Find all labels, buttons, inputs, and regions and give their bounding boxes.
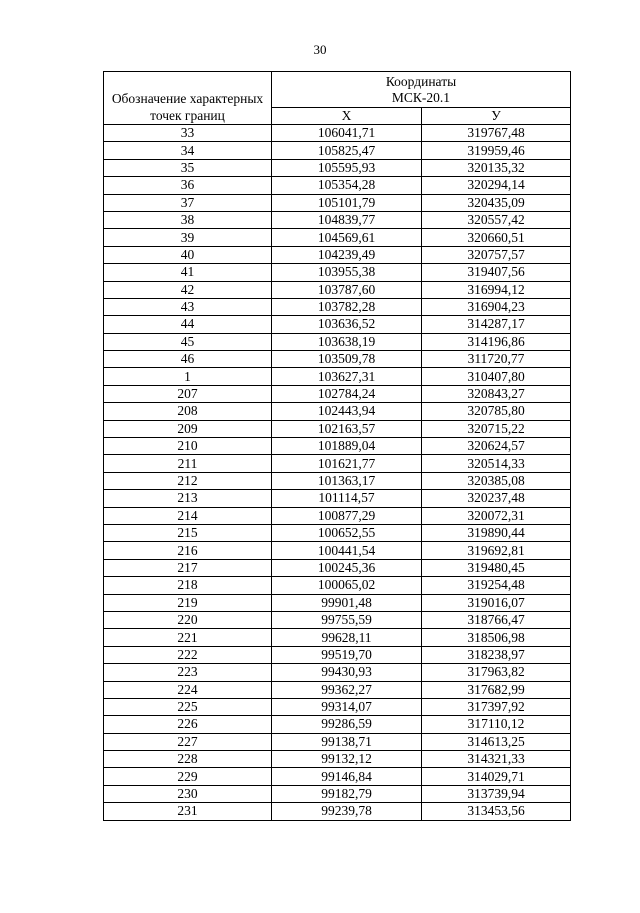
point-number-cell: 213 bbox=[104, 490, 272, 507]
x-coordinate-cell: 100877,29 bbox=[272, 507, 422, 524]
y-coordinate-cell: 320237,48 bbox=[422, 490, 571, 507]
y-coordinate-cell: 320624,57 bbox=[422, 438, 571, 455]
point-number-cell: 41 bbox=[104, 264, 272, 281]
point-number-cell: 38 bbox=[104, 211, 272, 228]
y-coordinate-cell: 320557,42 bbox=[422, 211, 571, 228]
point-number-cell: 227 bbox=[104, 733, 272, 750]
point-number-cell: 214 bbox=[104, 507, 272, 524]
x-coordinate-cell: 99519,70 bbox=[272, 646, 422, 663]
table-row bbox=[104, 177, 571, 194]
table-row bbox=[104, 333, 571, 350]
y-coordinate-cell: 317110,12 bbox=[422, 716, 571, 733]
y-coordinate-cell: 318506,98 bbox=[422, 629, 571, 646]
x-coordinate-cell: 102443,94 bbox=[272, 403, 422, 420]
y-coordinate-cell: 320660,51 bbox=[422, 229, 571, 246]
point-number-cell: 221 bbox=[104, 629, 272, 646]
y-coordinate-cell: 320294,14 bbox=[422, 177, 571, 194]
point-number-cell: 226 bbox=[104, 716, 272, 733]
table-row bbox=[104, 490, 571, 507]
table-row bbox=[104, 594, 571, 611]
x-coordinate-cell: 104239,49 bbox=[272, 246, 422, 263]
x-coordinate-cell: 101363,17 bbox=[272, 472, 422, 489]
y-coordinate-cell: 319254,48 bbox=[422, 577, 571, 594]
y-coordinate-cell: 320514,33 bbox=[422, 455, 571, 472]
point-number-cell: 207 bbox=[104, 385, 272, 402]
y-coordinate-cell: 314321,33 bbox=[422, 751, 571, 768]
point-number-cell: 228 bbox=[104, 751, 272, 768]
table-row bbox=[104, 803, 571, 820]
table-row bbox=[104, 559, 571, 576]
point-number-cell: 230 bbox=[104, 785, 272, 802]
x-coordinate-cell: 99146,84 bbox=[272, 768, 422, 785]
table-row bbox=[104, 524, 571, 541]
x-coordinate-cell: 103627,31 bbox=[272, 368, 422, 385]
point-number-cell: 37 bbox=[104, 194, 272, 211]
point-number-cell: 39 bbox=[104, 229, 272, 246]
table-row bbox=[104, 785, 571, 802]
coordinates-title: Координаты bbox=[385, 73, 457, 89]
y-coordinate-cell: 319016,07 bbox=[422, 594, 571, 611]
x-coordinate-cell: 99755,59 bbox=[272, 611, 422, 628]
point-number-cell: 217 bbox=[104, 559, 272, 576]
x-coordinate-cell: 103638,19 bbox=[272, 333, 422, 350]
point-number-cell: 215 bbox=[104, 524, 272, 541]
table-row bbox=[104, 733, 571, 750]
point-number-cell: 225 bbox=[104, 698, 272, 715]
point-number-cell: 219 bbox=[104, 594, 272, 611]
y-coordinate-cell: 319959,46 bbox=[422, 142, 571, 159]
point-number-cell: 210 bbox=[104, 438, 272, 455]
table-row bbox=[104, 351, 571, 368]
table-row bbox=[104, 698, 571, 715]
x-coordinate-cell: 103955,38 bbox=[272, 264, 422, 281]
y-column-header: У bbox=[422, 108, 571, 125]
x-coordinate-cell: 104839,77 bbox=[272, 211, 422, 228]
table-row bbox=[104, 298, 571, 315]
x-coordinate-cell: 106041,71 bbox=[272, 125, 422, 142]
y-coordinate-cell: 319407,56 bbox=[422, 264, 571, 281]
table-row bbox=[104, 229, 571, 246]
table-row bbox=[104, 142, 571, 159]
y-coordinate-cell: 320072,31 bbox=[422, 507, 571, 524]
table-row bbox=[104, 542, 571, 559]
point-number-cell: 212 bbox=[104, 472, 272, 489]
y-coordinate-cell: 320715,22 bbox=[422, 420, 571, 437]
y-coordinate-cell: 319692,81 bbox=[422, 542, 571, 559]
point-number-cell: 208 bbox=[104, 403, 272, 420]
table-row bbox=[104, 420, 571, 437]
point-number-cell: 223 bbox=[104, 664, 272, 681]
point-number-cell: 35 bbox=[104, 159, 272, 176]
y-coordinate-cell: 313453,56 bbox=[422, 803, 571, 820]
y-coordinate-cell: 320757,57 bbox=[422, 246, 571, 263]
y-coordinate-cell: 316904,23 bbox=[422, 298, 571, 315]
point-number-cell: 36 bbox=[104, 177, 272, 194]
table-row bbox=[104, 385, 571, 402]
coordinates-table bbox=[103, 71, 571, 821]
table-row bbox=[104, 159, 571, 176]
point-number-cell: 222 bbox=[104, 646, 272, 663]
table-row bbox=[104, 438, 571, 455]
x-coordinate-cell: 99239,78 bbox=[272, 803, 422, 820]
x-coordinate-cell: 100441,54 bbox=[272, 542, 422, 559]
x-coordinate-cell: 100245,36 bbox=[272, 559, 422, 576]
point-number-cell: 45 bbox=[104, 333, 272, 350]
table-row bbox=[104, 507, 571, 524]
point-number-cell: 224 bbox=[104, 681, 272, 698]
y-coordinate-cell: 318238,97 bbox=[422, 646, 571, 663]
point-number-cell: 42 bbox=[104, 281, 272, 298]
point-number-cell: 33 bbox=[104, 125, 272, 142]
table-row bbox=[104, 281, 571, 298]
table-body bbox=[104, 125, 571, 821]
table-row bbox=[104, 264, 571, 281]
point-number-cell: 211 bbox=[104, 455, 272, 472]
x-coordinate-cell: 99182,79 bbox=[272, 785, 422, 802]
x-coordinate-cell: 99628,11 bbox=[272, 629, 422, 646]
table-row bbox=[104, 716, 571, 733]
x-coordinate-cell: 103782,28 bbox=[272, 298, 422, 315]
x-coordinate-cell: 104569,61 bbox=[272, 229, 422, 246]
x-column-header: X bbox=[272, 108, 422, 125]
point-number-cell: 46 bbox=[104, 351, 272, 368]
point-number-cell: 220 bbox=[104, 611, 272, 628]
y-coordinate-cell: 313739,94 bbox=[422, 785, 571, 802]
x-coordinate-cell: 103787,60 bbox=[272, 281, 422, 298]
point-number-cell: 218 bbox=[104, 577, 272, 594]
y-coordinate-cell: 316994,12 bbox=[422, 281, 571, 298]
table-row bbox=[104, 751, 571, 768]
y-coordinate-cell: 314029,71 bbox=[422, 768, 571, 785]
y-coordinate-cell: 320385,08 bbox=[422, 472, 571, 489]
table-row bbox=[104, 125, 571, 142]
table-row bbox=[104, 246, 571, 263]
x-coordinate-cell: 105825,47 bbox=[272, 142, 422, 159]
table-row bbox=[104, 646, 571, 663]
y-coordinate-cell: 319890,44 bbox=[422, 524, 571, 541]
x-coordinate-cell: 105354,28 bbox=[272, 177, 422, 194]
y-coordinate-cell: 318766,47 bbox=[422, 611, 571, 628]
x-coordinate-cell: 101114,57 bbox=[272, 490, 422, 507]
point-number-cell: 229 bbox=[104, 768, 272, 785]
x-coordinate-cell: 99430,93 bbox=[272, 664, 422, 681]
x-coordinate-cell: 99901,48 bbox=[272, 594, 422, 611]
x-coordinate-cell: 103509,78 bbox=[272, 351, 422, 368]
table-row bbox=[104, 577, 571, 594]
y-coordinate-cell: 320435,09 bbox=[422, 194, 571, 211]
y-coordinate-cell: 314196,86 bbox=[422, 333, 571, 350]
table-row bbox=[104, 403, 571, 420]
x-coordinate-cell: 100652,55 bbox=[272, 524, 422, 541]
point-number-cell: 44 bbox=[104, 316, 272, 333]
table-row bbox=[104, 664, 571, 681]
x-coordinate-cell: 99138,71 bbox=[272, 733, 422, 750]
x-coordinate-cell: 102163,57 bbox=[272, 420, 422, 437]
y-coordinate-cell: 319767,48 bbox=[422, 125, 571, 142]
point-number-cell: 216 bbox=[104, 542, 272, 559]
y-coordinate-cell: 314613,25 bbox=[422, 733, 571, 750]
coordinate-system: МСК-20.1 bbox=[391, 89, 451, 105]
page-number: 30 bbox=[313, 42, 327, 57]
y-coordinate-cell: 311720,77 bbox=[422, 351, 571, 368]
x-coordinate-cell: 105595,93 bbox=[272, 159, 422, 176]
point-number-cell: 40 bbox=[104, 246, 272, 263]
y-coordinate-cell: 320843,27 bbox=[422, 385, 571, 402]
y-coordinate-cell: 320135,32 bbox=[422, 159, 571, 176]
point-number-cell: 1 bbox=[104, 368, 272, 385]
table-row bbox=[104, 768, 571, 785]
table-row bbox=[104, 629, 571, 646]
x-coordinate-cell: 101889,04 bbox=[272, 438, 422, 455]
table-header bbox=[104, 72, 571, 125]
x-coordinate-cell: 101621,77 bbox=[272, 455, 422, 472]
point-designation-header: Обозначение характерных точек границ bbox=[104, 72, 272, 125]
y-coordinate-cell: 314287,17 bbox=[422, 316, 571, 333]
point-number-cell: 43 bbox=[104, 298, 272, 315]
point-number-cell: 231 bbox=[104, 803, 272, 820]
table-row bbox=[104, 194, 571, 211]
coordinates-header bbox=[272, 72, 571, 108]
table-row bbox=[104, 681, 571, 698]
y-coordinate-cell: 317963,82 bbox=[422, 664, 571, 681]
table-row bbox=[104, 368, 571, 385]
y-coordinate-cell: 319480,45 bbox=[422, 559, 571, 576]
x-coordinate-cell: 105101,79 bbox=[272, 194, 422, 211]
table-row bbox=[104, 611, 571, 628]
x-coordinate-cell: 99314,07 bbox=[272, 698, 422, 715]
y-coordinate-cell: 310407,80 bbox=[422, 368, 571, 385]
x-coordinate-cell: 102784,24 bbox=[272, 385, 422, 402]
x-coordinate-cell: 99362,27 bbox=[272, 681, 422, 698]
point-number-cell: 209 bbox=[104, 420, 272, 437]
x-coordinate-cell: 100065,02 bbox=[272, 577, 422, 594]
x-coordinate-cell: 99286,59 bbox=[272, 716, 422, 733]
x-coordinate-cell: 103636,52 bbox=[272, 316, 422, 333]
y-coordinate-cell: 317397,92 bbox=[422, 698, 571, 715]
y-coordinate-cell: 317682,99 bbox=[422, 681, 571, 698]
table-row bbox=[104, 455, 571, 472]
table-row bbox=[104, 316, 571, 333]
table-row bbox=[104, 472, 571, 489]
table-row bbox=[104, 211, 571, 228]
x-coordinate-cell: 99132,12 bbox=[272, 751, 422, 768]
y-coordinate-cell: 320785,80 bbox=[422, 403, 571, 420]
point-number-cell: 34 bbox=[104, 142, 272, 159]
